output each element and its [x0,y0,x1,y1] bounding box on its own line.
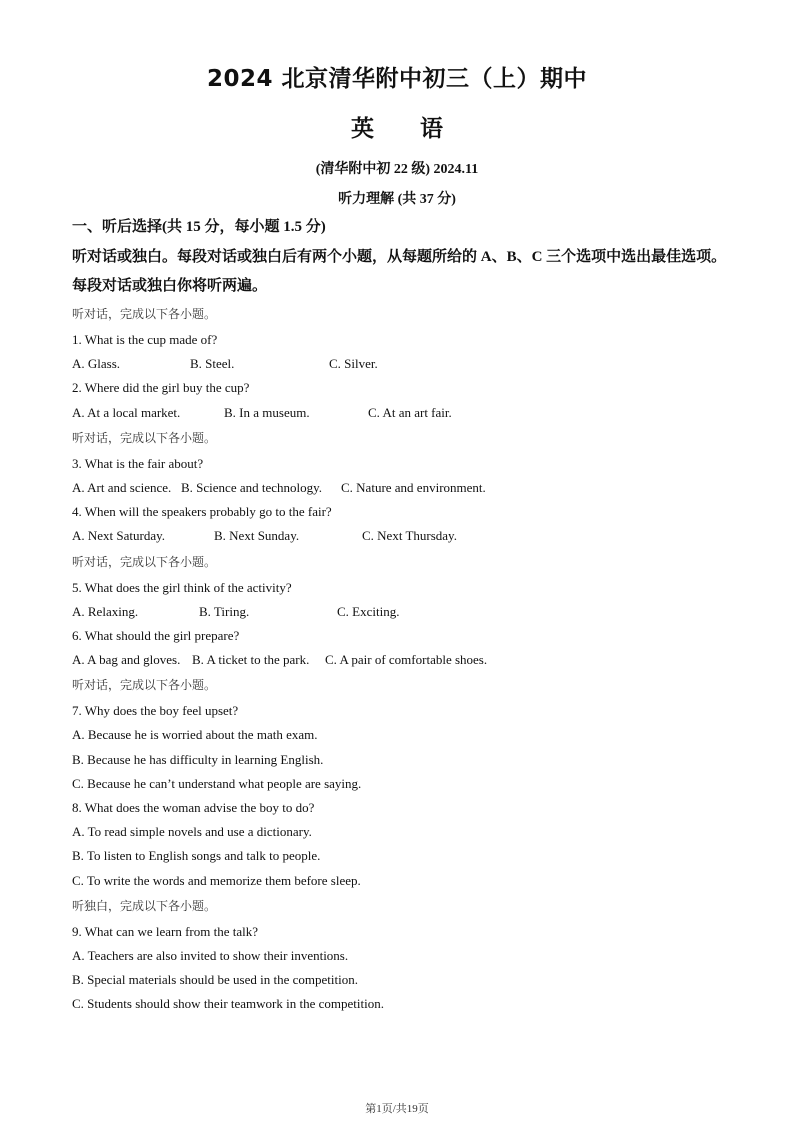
subject-title [0,110,794,143]
question-text: 2. Where did the girl buy the cup? [72,380,250,396]
option-c: C. Because he can’t understand what people are saying. [72,775,362,791]
section-heading: 一、听后选择(共 15 分，每小题 1.5 分) [72,219,326,235]
option-b: B. A ticket to the park. [192,652,310,668]
option-a: A. Next Saturday. [72,528,166,544]
question-text: 8. What does the woman advise the boy to do? [72,800,315,815]
option-a: A. Because he is worried about the math exam. [72,727,318,743]
question-text: 9. What can we learn from the talk? [72,923,259,939]
part-title: 听力理解 (共 37 分) [338,192,456,207]
option-c: C. A pair of comfortable shoes. [325,652,488,668]
option-b: B. Tiring. [199,603,250,619]
option-b: B. Science and technology. [181,479,323,495]
subject-char-2: 语 [420,116,443,142]
option-a: A. Art and science. [72,479,172,495]
option-a: A. At a local market. [72,404,181,420]
option-c: C. At an art fair. [368,404,452,420]
options-row [72,476,732,500]
option-c: C. Nature and environment. [341,479,486,495]
class-info: (清华附中初 22 级) 2024.11 [315,162,479,177]
exam-content [72,214,732,1017]
option-c: C. Students should show their teamwork in the competition. [72,996,384,1012]
option-a: A. Teachers are also invited to show their inventions. [72,947,349,963]
listen-instruction: 听对话，完成以下各小题。 [72,430,217,445]
question-text: 5. What does the girl think of the activity? [72,579,292,595]
option-a: A. Glass. [72,356,121,372]
option-a: A. To read simple novels and use a dictionary. [72,824,312,840]
question-text: 3. What is the fair about? [72,455,204,471]
options-row [72,352,732,376]
options-row [72,524,732,548]
option-b: B. In a museum. [224,404,310,420]
question-text: 7. Why does the boy feel upset? [72,703,239,719]
option-b: B. Next Sunday. [214,528,300,544]
question-text: 6. What should the girl prepare? [72,627,240,643]
option-a: A. Relaxing. [72,603,139,619]
question-text: 1. What is the cup made of? [72,332,218,347]
options-row [72,648,732,672]
subject-char-1: 英 [351,116,374,142]
exam-title: 2024 北京清华附中初三（上）期中 [206,66,588,92]
listen-instruction: 听对话，完成以下各小题。 [72,678,217,693]
option-b: B. Because he has difficulty in learning English. [72,751,324,767]
listen-instruction: 听独白，完成以下各小题。 [72,898,217,913]
page-number: 第1页/共19页 [365,1103,429,1115]
listen-instruction: 听对话，完成以下各小题。 [72,554,217,569]
option-c: C. Exciting. [337,603,400,619]
option-c: C. To write the words and memorize them before sleep. [72,872,361,888]
section-instruction: 听对话或独白。每段对话或独白后有两个小题，从每题所给的 A、B、C 三个选项中选出最佳选项。每段对话或独白你将听两遍。 [72,249,727,294]
option-c: C. Next Thursday. [362,528,457,544]
option-c: C. Silver. [329,356,378,372]
options-row [72,401,732,425]
option-b: B. Steel. [190,356,235,372]
option-a: A. A bag and gloves. [72,652,181,668]
option-b: B. To listen to English songs and talk to people. [72,848,321,864]
options-row [72,600,732,624]
listen-instruction: 听对话，完成以下各小题。 [72,307,217,321]
question-text: 4. When will the speakers probably go to the fair? [72,504,332,520]
option-b: B. Special materials should be used in the competition. [72,972,358,988]
